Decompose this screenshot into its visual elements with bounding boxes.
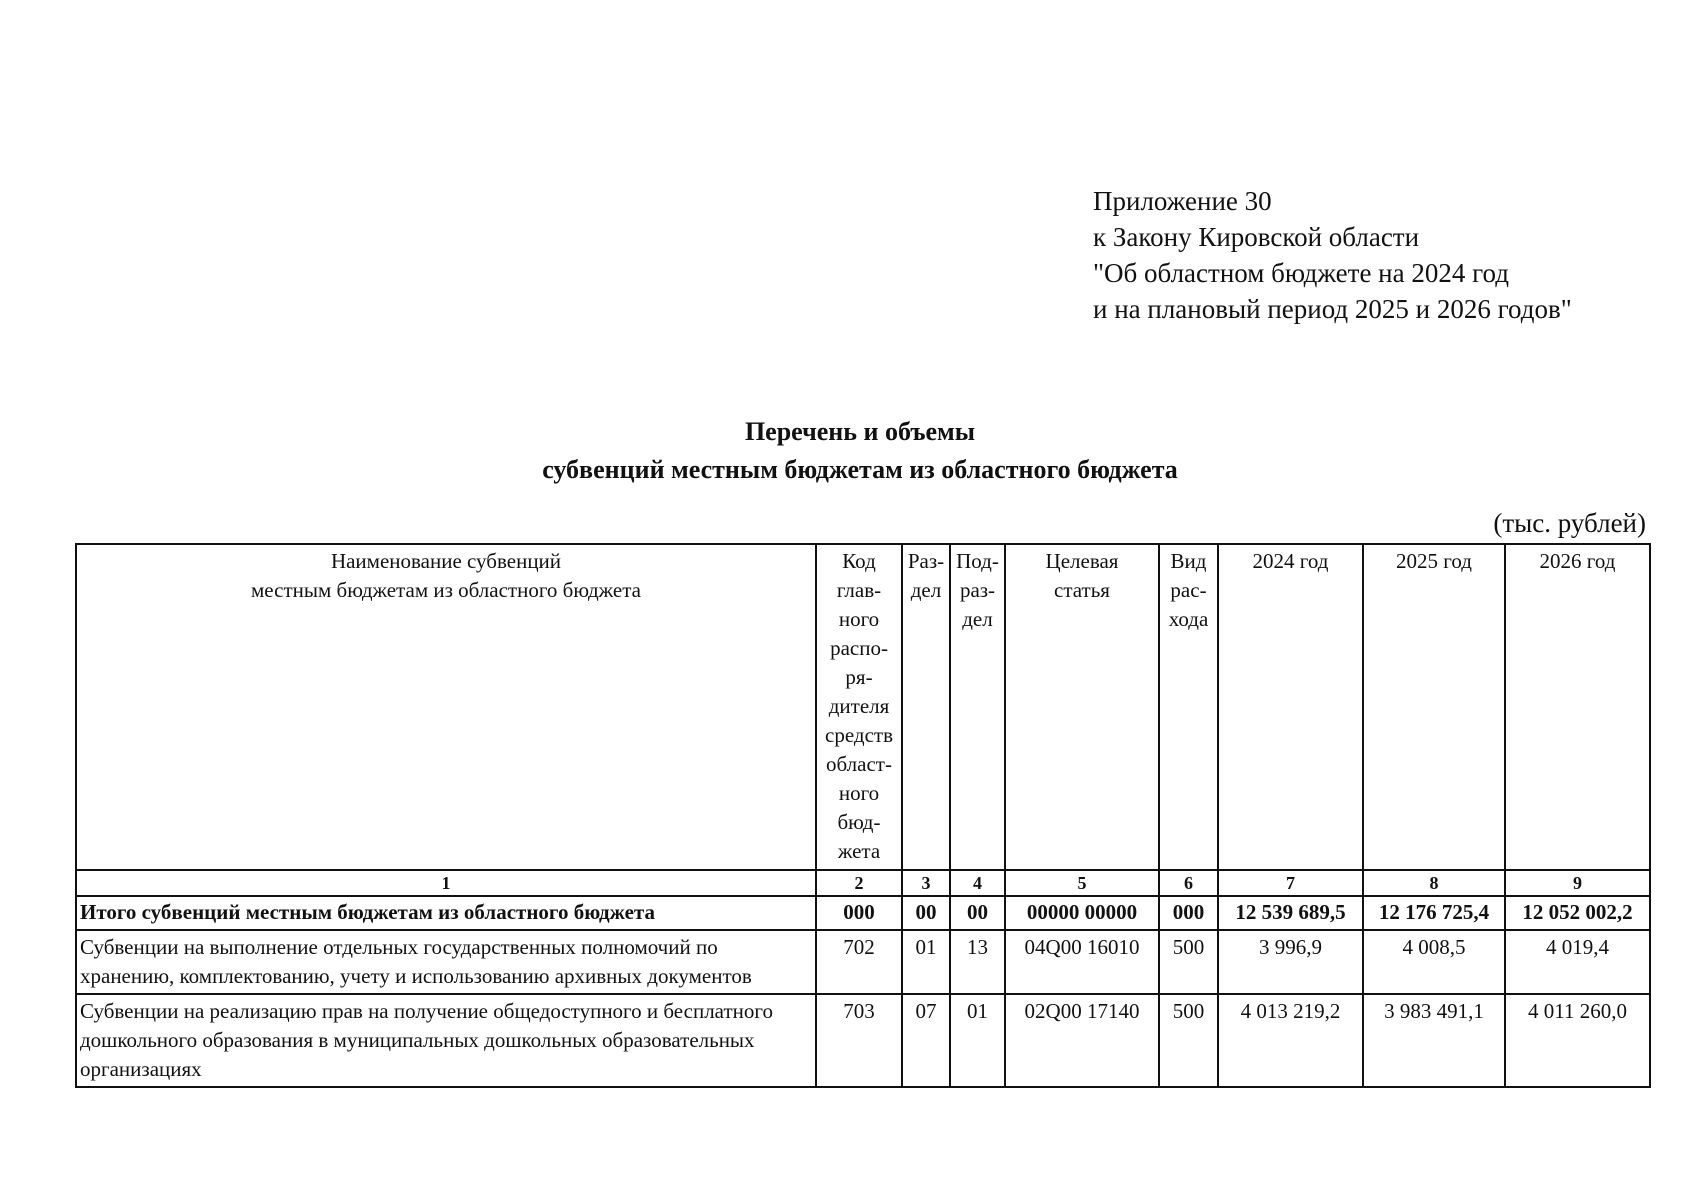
header-row [76,544,1650,870]
row-target-article: 02Q00 17140 [1005,994,1159,1087]
row-target-article: 04Q00 16010 [1005,930,1159,994]
header-section-line: дел [910,578,942,602]
annex-line-1: Приложение 30 [1093,186,1272,216]
header-code-line: дителя [828,694,890,718]
header-name [76,544,816,870]
row-expense-type: 500 [1159,994,1218,1087]
annex-line-3: "Об областном бюджете на 2024 год [1093,258,1509,288]
row-amount-2024: 3 996,9 [1218,930,1363,994]
row-subsection: 01 [950,994,1005,1087]
row-code: 702 [816,930,902,994]
header-name-line: местным бюджетам из областного бюджета [251,578,641,602]
header-code-line: ного [838,607,880,631]
column-number: 7 [1218,870,1363,896]
header-code [816,544,902,870]
header-code-line: Код [842,549,876,573]
row-code: 703 [816,994,902,1087]
row-name: Итого субвенций местным бюджетам из областного бюджета [76,896,816,930]
header-code-line: ря- [845,665,873,689]
column-number: 9 [1505,870,1650,896]
row-amount-2026: 4 011 260,0 [1505,994,1650,1087]
title-line-1: Перечень и объемы [744,417,976,446]
header-code-line: област- [826,752,892,776]
header-year-2026: 2026 год [1505,544,1650,870]
header-target-article [1005,544,1159,870]
header-expense-line: хода [1168,607,1209,631]
header-year-2024: 2024 год [1218,544,1363,870]
annex-line-4: и на плановый период 2025 и 2026 годов" [1093,294,1572,324]
row-name: Субвенции на реализацию прав на получение общедоступного и бесплатного дошкольного образования в муниципальных дошкольных образовательных организациях [76,994,816,1087]
row-target-article: 00000 00000 [1005,896,1159,930]
header-code-line: жета [837,839,881,863]
header-section-line: Раз- [907,549,945,573]
row-subsection: 00 [950,896,1005,930]
table-row-total [76,896,1650,930]
header-name-line: Наименование субвенций [330,549,562,573]
header-subsection [950,544,1005,870]
column-number-row [76,870,1650,896]
header-code-line: распо- [830,636,888,660]
row-amount-2025: 12 176 725,4 [1363,896,1505,930]
header-subsection-line: Под- [956,549,999,573]
header-section [902,544,950,870]
annex-line-2: к Закону Кировской области [1093,222,1420,252]
header-target-line: Целевая [1045,549,1119,573]
document-title [0,413,1696,489]
row-amount-2026: 4 019,4 [1505,930,1650,994]
row-expense-type: 500 [1159,930,1218,994]
header-expense-line: Вид [1170,549,1207,573]
header-subsection-line: раз- [959,578,996,602]
row-amount-2025: 4 008,5 [1363,930,1505,994]
row-section: 01 [902,930,950,994]
column-number: 8 [1363,870,1505,896]
row-section: 00 [902,896,950,930]
column-number: 1 [76,870,816,896]
header-year-2025: 2025 год [1363,544,1505,870]
header-target-line: статья [1054,578,1110,602]
header-expense-type [1159,544,1218,870]
header-subsection-line: дел [962,607,993,631]
column-number: 3 [902,870,950,896]
header-code-line: бюд- [837,810,881,834]
table-row [76,994,1650,1087]
row-subsection: 13 [950,930,1005,994]
units-label: (тыс. рублей) [1493,508,1646,538]
header-code-line: ного [838,781,880,805]
row-amount-2024: 12 539 689,5 [1218,896,1363,930]
column-number: 6 [1159,870,1218,896]
column-number: 2 [816,870,902,896]
subventions-table [75,543,1651,1088]
row-code: 000 [816,896,902,930]
header-code-line: глав- [836,578,882,602]
annex-block [1093,183,1572,327]
table-row [76,930,1650,994]
row-amount-2026: 12 052 002,2 [1505,896,1650,930]
row-section: 07 [902,994,950,1087]
column-number: 5 [1005,870,1159,896]
row-amount-2025: 3 983 491,1 [1363,994,1505,1087]
header-code-line: средств [825,723,893,747]
row-name: Субвенции на выполнение отдельных государственных полномочий по хранению, комплектованию, учету и использованию архивных документов [76,930,816,994]
header-expense-line: рас- [1170,578,1207,602]
row-amount-2024: 4 013 219,2 [1218,994,1363,1087]
title-line-2: субвенций местным бюджетам из областного бюджета [542,455,1178,484]
row-expense-type: 000 [1159,896,1218,930]
column-number: 4 [950,870,1005,896]
